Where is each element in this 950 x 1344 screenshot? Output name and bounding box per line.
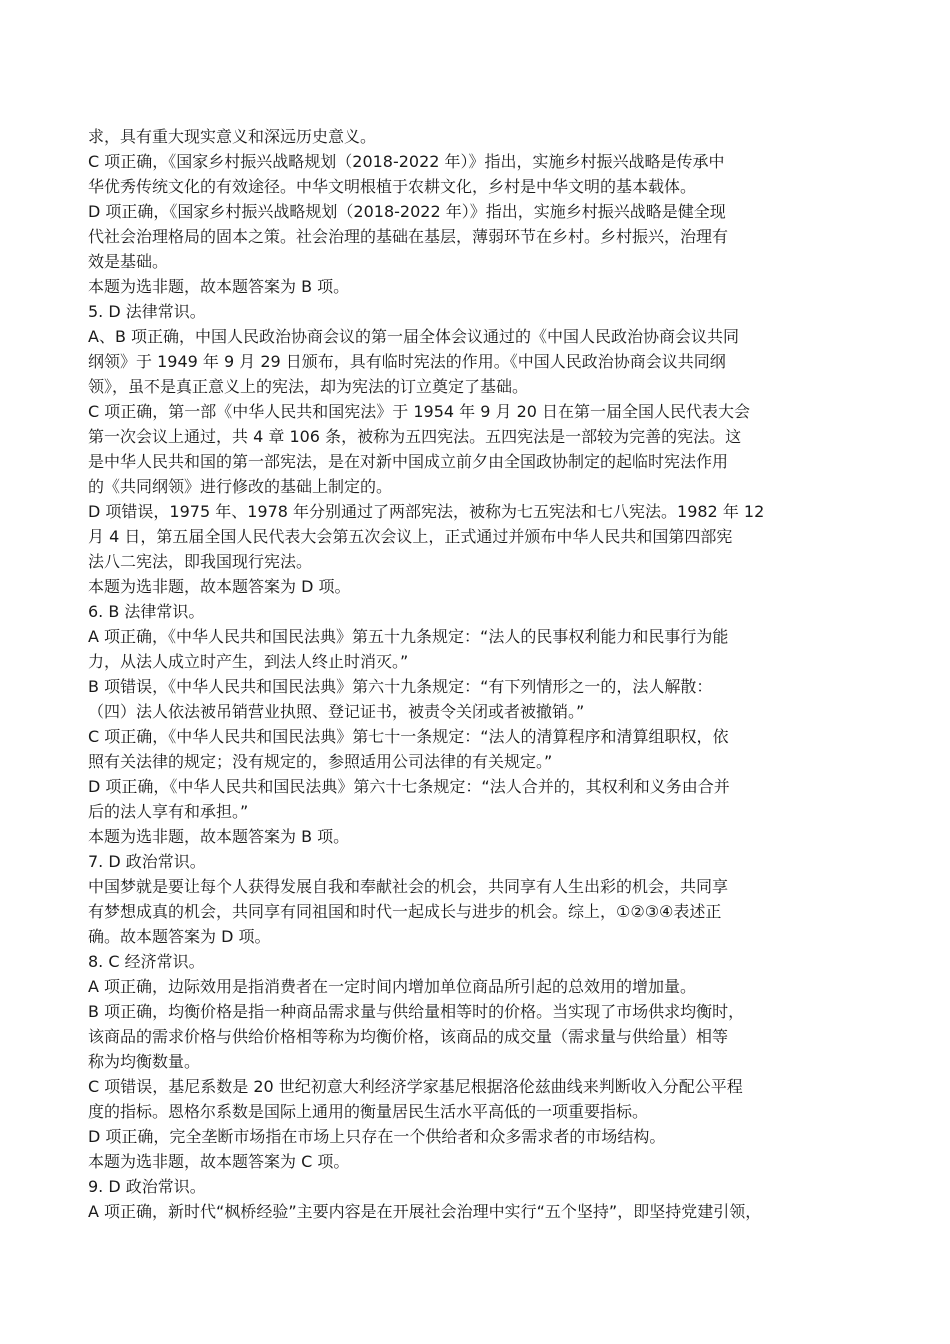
text-line: 的《共同纲领》进行修改的基础上制定的。	[88, 477, 393, 496]
text-line: 本题为选非题，故本题答案为 B 项。	[88, 827, 350, 846]
text-line: 有梦想成真的机会，共同享有同祖国和时代一起成长与进步的机会。综上，①②③④表述正	[88, 902, 722, 921]
text-line: B 项错误，《中华人民共和国民法典》第六十九条规定：“有下列情形之一的，法人解散：	[88, 677, 713, 696]
text-line: 是中华人民共和国的第一部宪法，是在对新中国成立前夕由全国政协制定的起临时宪法作用	[88, 452, 729, 471]
text-line: 照有关法律的规定；没有规定的，参照适用公司法律的有关规定。”	[88, 752, 553, 771]
answer-explanation-text	[88, 124, 864, 1224]
text-line: 纲领》于 1949 年 9 月 29 日颁布，具有临时宪法的作用。《中国人民政治协商会议共同纲	[88, 352, 726, 371]
text-line: C 项正确，《国家乡村振兴战略规划（2018-2022 年）》指出，实施乡村振兴战略是传承中	[88, 152, 725, 171]
question-heading: 5. D 法律常识。	[88, 302, 206, 321]
text-line: 力，从法人成立时产生，到法人终止时消灭。”	[88, 652, 409, 671]
text-line: 本题为选非题，故本题答案为 B 项。	[88, 277, 350, 296]
text-line: B 项正确，均衡价格是指一种商品需求量与供给量相等时的价格。当实现了市场供求均衡时，	[88, 1002, 745, 1021]
text-line: 求，具有重大现实意义和深远历史意义。	[88, 127, 377, 146]
question-heading: 6. B 法律常识。	[88, 602, 205, 621]
text-line: A 项正确，边际效用是指消费者在一定时间内增加单位商品所引起的总效用的增加量。	[88, 977, 697, 996]
text-line: A 项正确，新时代“枫桥经验”主要内容是在开展社会治理中实行“五个坚持”，即坚持党建引领，	[88, 1202, 762, 1221]
question-heading: 7. D 政治常识。	[88, 852, 206, 871]
question-heading: 8. C 经济常识。	[88, 952, 205, 971]
text-line: 华优秀传统文化的有效途径。中华文明根植于农耕文化，乡村是中华文明的基本载体。	[88, 177, 697, 196]
text-line: D 项正确，《中华人民共和国民法典》第六十七条规定：“法人合并的，其权利和义务由合并	[88, 777, 730, 796]
text-line: D 项错误，1975 年、1978 年分别通过了两部宪法，被称为七五宪法和七八宪法。1982 年 12	[88, 502, 765, 521]
text-line: 称为均衡数量。	[88, 1052, 201, 1071]
text-line: C 项错误，基尼系数是 20 世纪初意大利经济学家基尼根据洛伦兹曲线来判断收入分配公平程	[88, 1077, 743, 1096]
text-line: D 项正确，《国家乡村振兴战略规划（2018-2022 年）》指出，实施乡村振兴战略是健全现	[88, 202, 726, 221]
text-line: 确。故本题答案为 D 项。	[88, 927, 271, 946]
text-line: 法八二宪法，即我国现行宪法。	[88, 552, 313, 571]
text-line: 本题为选非题，故本题答案为 C 项。	[88, 1152, 350, 1171]
text-line: A、B 项正确，中国人民政治协商会议的第一届全体会议通过的《中国人民政治协商会议共同	[88, 327, 740, 346]
text-line: 后的法人享有和承担。”	[88, 802, 249, 821]
text-line: 第一次会议上通过，共 4 章 106 条，被称为五四宪法。五四宪法是一部较为完善的宪法。这	[88, 427, 742, 446]
text-line: A 项正确，《中华人民共和国民法典》第五十九条规定：“法人的民事权利能力和民事行为能	[88, 627, 729, 646]
text-line: 该商品的需求价格与供给价格相等称为均衡价格，该商品的成交量（需求量与供给量）相等	[88, 1027, 729, 1046]
text-line: D 项正确，完全垄断市场指在市场上只存在一个供给者和众多需求者的市场结构。	[88, 1127, 666, 1146]
text-line: （四）法人依法被吊销营业执照、登记证书，被责令关闭或者被撤销。”	[88, 702, 585, 721]
text-line: 代社会治理格局的固本之策。社会治理的基础在基层，薄弱环节在乡村。乡村振兴，治理有	[88, 227, 729, 246]
text-line: 度的指标。恩格尔系数是国际上通用的衡量居民生活水平高低的一项重要指标。	[88, 1102, 649, 1121]
text-line: 本题为选非题，故本题答案为 D 项。	[88, 577, 351, 596]
text-line: 效是基础。	[88, 252, 169, 271]
text-line: C 项正确，《中华人民共和国民法典》第七十一条规定：“法人的清算程序和清算组职权，依	[88, 727, 729, 746]
text-line: 月 4 日，第五届全国人民代表大会第五次会议上，正式通过并颁布中华人民共和国第四部宪	[88, 527, 733, 546]
text-line: 中国梦就是要让每个人获得发展自我和奉献社会的机会，共同享有人生出彩的机会，共同享	[88, 877, 729, 896]
text-line: C 项正确，第一部《中华人民共和国宪法》于 1954 年 9 月 20 日在第一届全国人民代表大会	[88, 402, 751, 421]
question-heading: 9. D 政治常识。	[88, 1177, 206, 1196]
text-line: 领》，虽不是真正意义上的宪法，却为宪法的订立奠定了基础。	[88, 377, 529, 396]
